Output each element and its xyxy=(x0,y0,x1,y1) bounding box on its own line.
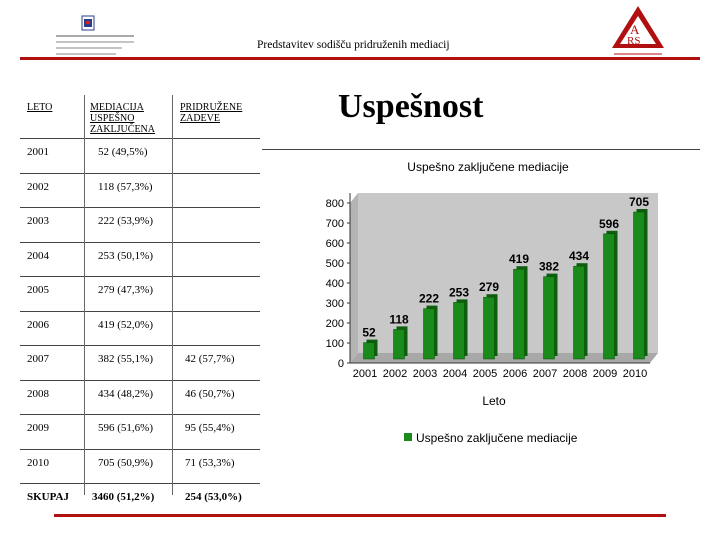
x-tick-label: 2002 xyxy=(382,368,408,380)
table-column-divider xyxy=(84,95,85,495)
table-cell-year: 2003 xyxy=(27,215,49,227)
table-cell-prid: 42 (57,7%) xyxy=(185,353,235,365)
table-cell-med: 705 (50,9%) xyxy=(98,456,153,469)
y-tick-label: 200 xyxy=(325,318,344,330)
chart xyxy=(308,155,708,455)
table-cell-med: 596 (51,6%) xyxy=(98,422,153,434)
ars-logo xyxy=(608,4,668,60)
table-cell-year: 2009 xyxy=(27,422,49,434)
table-cell-year: 2008 xyxy=(27,387,49,400)
bar-value-label: 419 xyxy=(508,252,530,267)
table-cell-med: 279 (47,3%) xyxy=(98,284,153,296)
x-tick-label: 2008 xyxy=(562,368,588,380)
bar-value-label: 279 xyxy=(478,280,500,295)
bar-value-label: 596 xyxy=(598,216,620,231)
bar xyxy=(514,269,525,359)
x-tick-label: 2004 xyxy=(442,368,468,380)
table-cell-year: 2004 xyxy=(27,249,49,262)
bar xyxy=(634,212,645,359)
table-row-divider xyxy=(20,449,260,450)
y-tick-label: 600 xyxy=(325,238,344,250)
table-cell-prid: 254 (53,0%) xyxy=(185,491,242,503)
table-row-divider xyxy=(20,414,260,415)
y-tick-label: 400 xyxy=(325,278,344,290)
table-cell-year: 2007 xyxy=(27,353,49,365)
bar-value-label: 253 xyxy=(448,285,470,300)
x-axis-label: Leto xyxy=(482,394,506,408)
header-title: Predstavitev sodišču pridruženih mediacij xyxy=(257,39,450,51)
x-tick-label: 2001 xyxy=(352,368,378,380)
y-tick-label: 100 xyxy=(325,338,344,350)
table-cell-med: 382 (55,1%) xyxy=(98,353,153,365)
bar xyxy=(424,309,435,359)
bar xyxy=(454,302,465,359)
bar xyxy=(604,234,615,359)
table-cell-med: 52 (49,5%) xyxy=(98,146,148,158)
legend-swatch xyxy=(404,433,412,441)
table-row-divider xyxy=(20,173,260,174)
legend-label: Uspešno zaključene mediacije xyxy=(416,431,578,445)
table-cell-year: 2006 xyxy=(27,318,49,331)
table-row-divider xyxy=(20,242,260,243)
table-cell-med: 434 (48,2%) xyxy=(98,387,153,400)
bar-value-label: 382 xyxy=(538,259,560,274)
y-tick-label: 500 xyxy=(325,258,344,270)
table-cell-year: SKUPAJ xyxy=(27,491,69,503)
table-cell-med: 253 (50,1%) xyxy=(98,249,153,262)
bar-value-label: 222 xyxy=(418,291,440,306)
chart-side-wall xyxy=(350,193,358,363)
svg-text:RS: RS xyxy=(627,35,641,47)
table-cell-prid: 71 (53,3%) xyxy=(185,456,235,469)
table-row-divider xyxy=(20,138,260,139)
bar xyxy=(574,266,585,359)
y-tick-label: 800 xyxy=(325,198,344,210)
y-tick-label: 700 xyxy=(325,218,344,230)
table-column-divider xyxy=(172,95,173,495)
table-cell-prid: 46 (50,7%) xyxy=(185,387,235,400)
bar-value-label: 118 xyxy=(389,312,409,327)
table-cell-med: 3460 (51,2%) xyxy=(92,491,155,503)
x-tick-label: 2009 xyxy=(592,368,618,380)
chart-title: Uspešno zaključene mediacije xyxy=(407,160,569,174)
bar xyxy=(484,297,495,359)
footer-line xyxy=(54,514,666,517)
bar xyxy=(394,329,405,359)
table-cell-year: 2010 xyxy=(27,456,49,469)
x-tick-label: 2005 xyxy=(472,368,498,380)
bar xyxy=(364,343,375,359)
x-tick-label: 2010 xyxy=(622,368,648,380)
x-tick-label: 2006 xyxy=(502,368,528,380)
table-cell-med: 222 (53,9%) xyxy=(98,215,153,227)
table-cell-year: 2005 xyxy=(27,284,49,296)
table-row-divider xyxy=(20,483,260,484)
table-cell-year: 2002 xyxy=(27,180,49,193)
svg-text:A: A xyxy=(630,22,640,37)
table-cell-med: 118 (57,3%) xyxy=(98,180,153,193)
col-header-mediation: MEDIACIJA USPEŠNO ZAKLJUČENA xyxy=(90,102,155,135)
header-divider xyxy=(20,57,700,60)
table-row-divider xyxy=(20,345,260,346)
x-tick-label: 2007 xyxy=(532,368,558,380)
bar xyxy=(544,277,555,359)
y-tick-label: 300 xyxy=(325,298,344,310)
y-tick-label: 0 xyxy=(337,358,344,370)
x-tick-label: 2003 xyxy=(412,368,438,380)
bar-value-label: 52 xyxy=(362,325,376,340)
table-row-divider xyxy=(20,207,260,208)
table-cell-med: 419 (52,0%) xyxy=(98,318,153,331)
col-header-year: LETO xyxy=(27,102,53,113)
table-row-divider xyxy=(20,311,260,312)
table-row-divider xyxy=(20,276,260,277)
title-underline xyxy=(262,149,700,150)
table-cell-prid: 95 (55,4%) xyxy=(185,422,235,434)
col-header-associated: PRIDRUŽENE ZADEVE xyxy=(180,102,243,124)
bar-value-label: 705 xyxy=(628,195,650,209)
bar-chart-svg xyxy=(308,155,708,455)
table-cell-year: 2001 xyxy=(27,146,49,158)
bar-value-label: 434 xyxy=(568,249,590,264)
slide-title: Uspešnost xyxy=(338,88,484,125)
table-row-divider xyxy=(20,380,260,381)
